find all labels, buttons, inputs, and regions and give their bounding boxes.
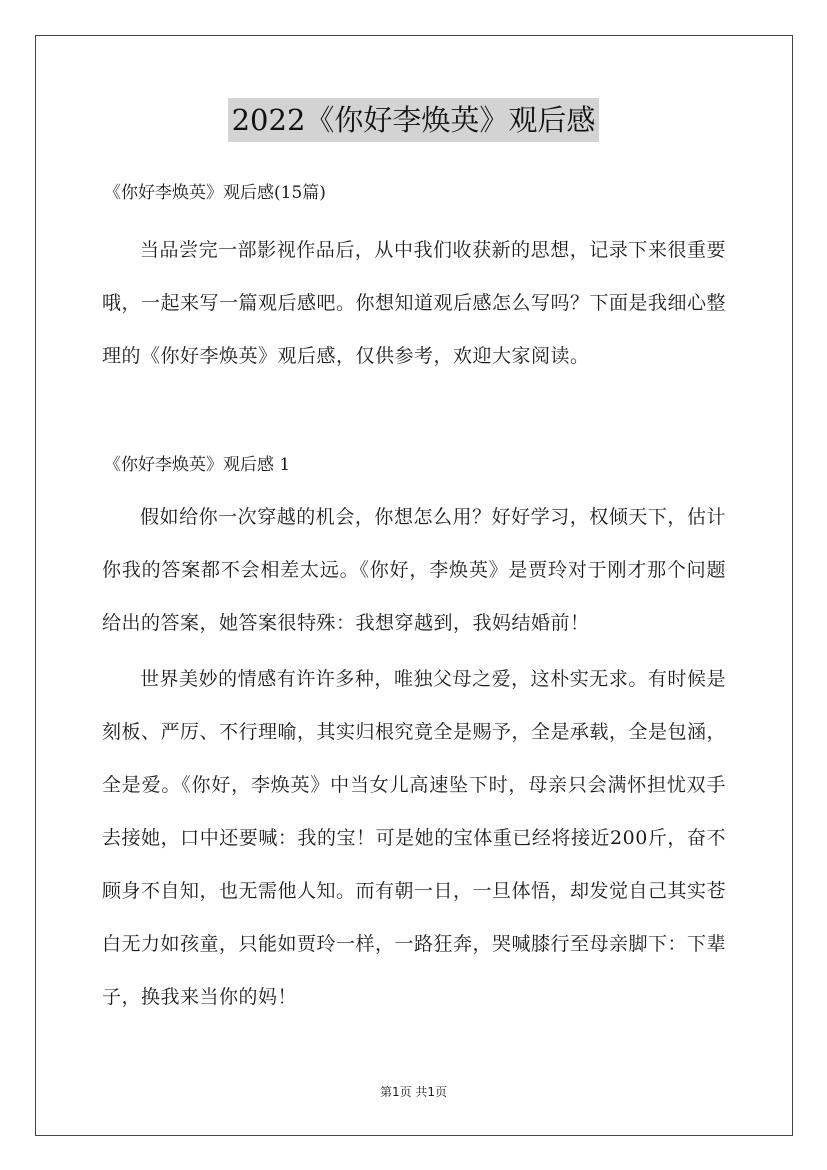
section-heading: 《你好李焕英》观后感 1	[104, 455, 291, 475]
page-footer: 第1页 共1页	[379, 1085, 448, 1099]
body-paragraph: 世界美妙的情感有许许多种，唯独父母之爱，这朴实无求。有时候是刻板、严厉、不行理喻，其实归根究竟全是赐予，全是承载，全是包涵，全是爱。《你好，李焕英》中当女儿高速坠下时，母亲只会满怀担忧双手去接她，口中还要喊：我的宝！可是她的宝体重已经将接近200斤，奋不顾身不自知，也无需他人知。而有朝一日，一旦体悟，却发觉自己其实苍白无力如孩童，只能如贾玲一样，一路狂奔，哭喊膝行至母亲脚下：下辈子，换我来当你的妈！	[102, 668, 727, 1008]
document-title-wrap	[0, 98, 827, 142]
body-paragraph: 假如给你一次穿越的机会，你想怎么用？好好学习，权倾天下，估计你我的答案都不会相差太远。《你好，李焕英》是贾玲对于刚才那个问题给出的答案，她答案很特殊：我想穿越到，我妈结婚前！	[102, 506, 726, 634]
document-title: 2022《你好李焕英》观后感	[228, 98, 600, 142]
intro-paragraph: 当品尝完一部影视作品后，从中我们收获新的思想，记录下来很重要哦，一起来写一篇观后感吧。你想知道观后感怎么写吗？下面是我细心整理的《你好李焕英》观后感，仅供参考，欢迎大家阅读。	[102, 239, 727, 367]
document-subtitle: 《你好李焕英》观后感(15篇)	[104, 183, 326, 203]
